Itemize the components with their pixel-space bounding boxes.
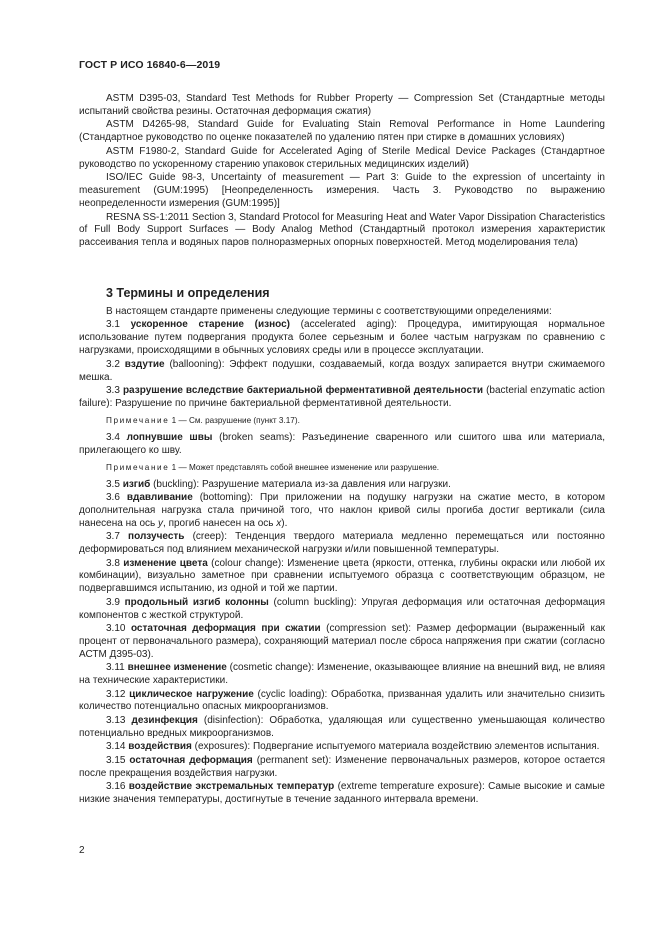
term-name: изменение цвета bbox=[123, 557, 208, 569]
term-note bbox=[79, 462, 605, 474]
term-definition bbox=[79, 359, 605, 385]
axis-variable: x bbox=[276, 517, 282, 529]
term-number: 3.8 bbox=[106, 557, 120, 569]
term-text: (broken seams): Разъединение сваренного или сшитого шва или материала, прилегающего ко шву. bbox=[79, 431, 606, 456]
section-heading: 3 Термины и определения bbox=[106, 286, 270, 300]
term-text: (permanent set): Изменение первоначальных размеров, которое остается после прекращения воздействия нагрузки. bbox=[79, 754, 606, 779]
reference-item: ASTM D4265-98, Standard Guide for Evaluating Stain Removal Performance in Home Laundering (Стандартное руководство по оценке показателей по удалению пятен при стирке в домашних условиях) bbox=[79, 119, 605, 144]
term-definition bbox=[79, 662, 605, 688]
note-label: Примечание bbox=[106, 462, 170, 472]
term-definition bbox=[79, 479, 605, 492]
axis-variable: y bbox=[158, 517, 164, 529]
term-name: лопнувшие швы bbox=[126, 431, 213, 443]
term-name: ускоренное старение (износ) bbox=[130, 319, 290, 331]
term-text: (cosmetic change): Изменение, оказывающее влияние на внешний вид, не влияя на технические характеристики. bbox=[79, 662, 605, 687]
term-text: (accelerated aging): Процедура, имитирующая нормальное использование путем подвергания продукта более серьезным и более частым нагрузкам по сравнению с нагрузками, происходящими в обычных условиях среды или в процессе эксплуатации. bbox=[79, 319, 605, 357]
term-text: (creep): Тенденция твердого материала медленно перемещаться или постоянно деформироваться под влиянием механической нагрузки и/или повышенной температуры. bbox=[79, 531, 605, 556]
term-text: (buckling): Разрушение материала из-за давления или нагрузки. bbox=[150, 478, 451, 490]
term-definition bbox=[79, 558, 605, 597]
note-text: — Может представлять собой внешнее изменение или разрушение. bbox=[176, 462, 440, 472]
term-definition bbox=[79, 741, 605, 754]
term-name: ползучесть bbox=[128, 531, 185, 543]
term-name: воздействие экстремальных температур bbox=[128, 780, 335, 792]
term-number: 3.10 bbox=[106, 623, 126, 635]
section-intro: В настоящем стандарте применены следующие термины с соответствующими определениями: bbox=[106, 306, 552, 317]
term-definition bbox=[79, 531, 605, 557]
term-text: , прогиб нанесен на ось bbox=[163, 517, 277, 529]
reference-item: ASTM D395-03, Standard Test Methods for Rubber Property — Compression Set (Стандартные методы испытаний свойства резины. Остаточная деформация сжатия) bbox=[79, 93, 605, 117]
term-definition bbox=[79, 597, 605, 623]
term-number: 3.11 bbox=[106, 662, 125, 674]
note-text: — См. разрушение (пункт 3.17). bbox=[176, 415, 300, 425]
term-text: (cyclic loading): Обработка, призванная удалить или значительно снизить количество потенциально опасных микроорганизмов. bbox=[79, 688, 605, 713]
term-name: остаточная деформация при сжатии bbox=[130, 623, 321, 635]
term-text: (colour change): Изменение цвета (яркости, оттенка, глубины окраски или любой их комбинации), визуально заметное при сравнении испытуемого образца с соответствующим образцом, не подвергавшимся испытанию, из одной и той же партии. bbox=[79, 557, 606, 595]
term-text: (column buckling): Упругая деформация или остаточная деформация компонентов с жесткой структурой. bbox=[79, 596, 605, 621]
term-definition bbox=[79, 385, 605, 411]
term-definition bbox=[79, 623, 605, 662]
term-text: ). bbox=[281, 517, 288, 529]
term-name: вздутие bbox=[124, 358, 165, 370]
term-text: (extreme temperature exposure): Самые высокие и самые низкие значения температуры, достигнутые в течение заданного интервала времени. bbox=[79, 780, 605, 805]
term-definition bbox=[79, 319, 605, 358]
term-definition bbox=[79, 715, 605, 741]
standard-code-header: ГОСТ Р ИСО 16840-6—2019 bbox=[79, 59, 221, 71]
term-text: (exposures): Подвергание испытуемого материала воздействию элементов испытания. bbox=[191, 741, 600, 753]
term-text: (compression set): Размер деформации (выраженный как процент от первоначального размера), сохраняющий материал после сброса напряжения при сжатии (согласно АСТМ Д395-03). bbox=[79, 623, 606, 660]
note-number: 1 bbox=[171, 462, 177, 472]
reference-item: ISO/IEC Guide 98-3, Uncertainty of measurement — Part 3: Guide to the expression of uncertainty in measurement (GUM:1995) [Неопределенность измерения. Часть 3. Руководство по выражению неопределенности измерения (GUM:1995)] bbox=[79, 172, 605, 210]
term-number: 3.12 bbox=[106, 688, 126, 700]
term-number: 3.14 bbox=[106, 741, 126, 753]
term-name: изгиб bbox=[122, 478, 151, 490]
term-number: 3.5 bbox=[106, 478, 120, 490]
term-definition bbox=[79, 689, 605, 715]
term-name: остаточная деформация bbox=[129, 754, 253, 766]
term-number: 3.2 bbox=[106, 358, 120, 370]
term-number: 3.7 bbox=[106, 531, 120, 543]
reference-item: RESNA SS-1:2011 Section 3, Standard Protocol for Measuring Heat and Water Vapor Dissipation Characteristics of Full Body Support Surfaces — Body Analog Method (Стандартный протокол измерения характеристик рассеивания тепла и водяных паров полноразмерных опорных поверхностей. Метод моделирования тела) bbox=[79, 211, 605, 249]
term-text: (bacterial enzymatic action failure): Разрушение по причине бактериальной ферментативной деятельности. bbox=[79, 384, 605, 409]
term-text: (disinfection): Обработка, удаляющая или существенно уменьшающая количество потенциально вредных микроорганизмов. bbox=[79, 714, 605, 739]
term-definition bbox=[79, 781, 605, 807]
page-number: 2 bbox=[79, 845, 85, 856]
term-number: 3.6 bbox=[106, 491, 120, 503]
term-number: 3.4 bbox=[106, 431, 120, 443]
term-name: циклическое нагружение bbox=[129, 688, 254, 700]
term-name: воздействия bbox=[128, 741, 192, 753]
term-name: вдавливание bbox=[126, 491, 193, 503]
term-definition bbox=[79, 432, 605, 458]
term-name: продольный изгиб колонны bbox=[124, 596, 269, 608]
note-label: Примечание bbox=[106, 415, 170, 425]
term-number: 3.13 bbox=[106, 714, 126, 726]
term-definition bbox=[79, 492, 605, 531]
reference-item: ASTM F1980-2, Standard Guide for Accelerated Aging of Sterile Medical Device Packages (Стандартное руководство по ускоренному старению упаковок стерильных медицинских изделий) bbox=[79, 145, 605, 170]
term-note bbox=[79, 415, 605, 427]
term-number: 3.1 bbox=[106, 319, 120, 331]
term-name: дезинфекция bbox=[131, 714, 198, 726]
term-number: 3.9 bbox=[106, 596, 120, 608]
term-name: разрушение вследствие бактериальной ферментативной деятельности bbox=[122, 384, 484, 396]
terms-section bbox=[79, 306, 605, 807]
term-definition bbox=[79, 755, 605, 781]
term-text: (bottoming): При приложении на подушку нагрузки на сжатие место, в котором дополнительная нагрузка стала причиной того, что наклон кривой силы прогиба достиг вертикали (сила нанесена на ось bbox=[79, 491, 606, 529]
term-text: (ballooning): Эффект подушки, создаваемый, когда воздух запирается внутри сжимаемого мешка. bbox=[79, 358, 605, 383]
term-number: 3.15 bbox=[106, 754, 126, 766]
term-number: 3.3 bbox=[106, 384, 120, 396]
references-list bbox=[79, 93, 605, 251]
note-number: 1 bbox=[171, 415, 177, 425]
term-name: внешнее изменение bbox=[127, 662, 227, 674]
term-number: 3.16 bbox=[106, 780, 126, 792]
